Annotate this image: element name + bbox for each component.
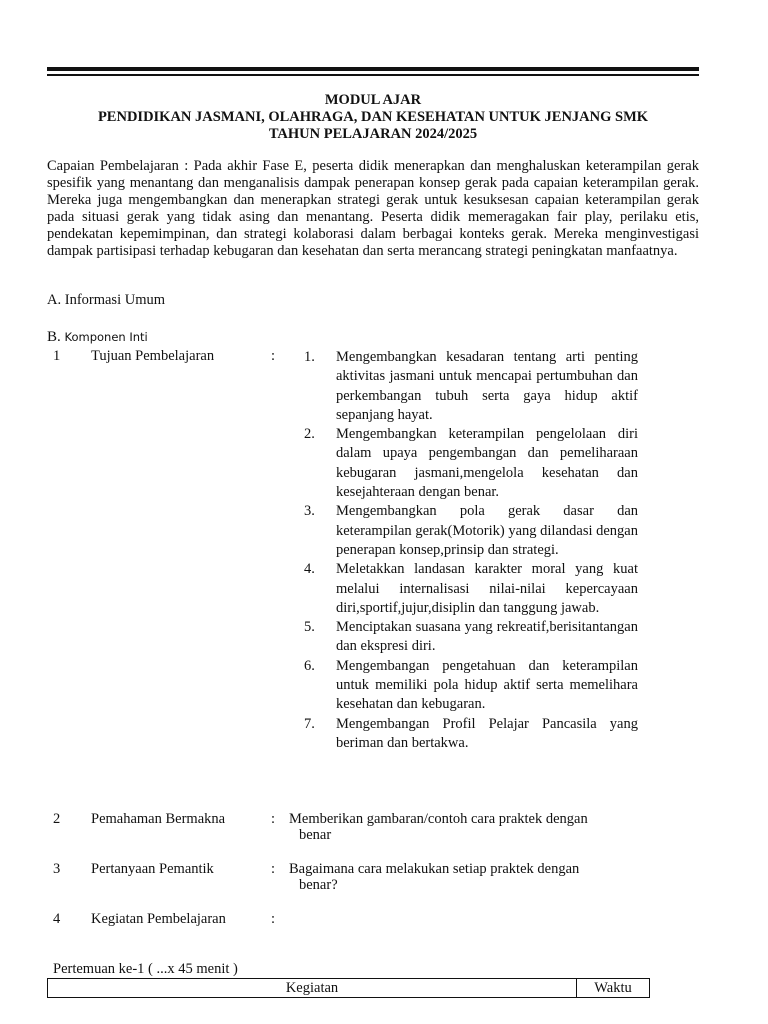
pertanyaan-value: [289, 861, 637, 893]
section-b-title: Komponen Inti: [64, 330, 148, 344]
list-item: 4. Meletakkan landasan karakter moral yang kuat melalui internalisasi nilai-nilai kepercayaan diri,sportif,jujur,disiplin dan tanggung jawab.: [304, 561, 638, 616]
row-number-1: 1: [53, 348, 61, 364]
table-header-kegiatan: Kegiatan: [48, 979, 577, 998]
pemahaman-line-1: Memberikan gambaran/contoh cara praktek dengan: [289, 811, 588, 827]
section-b-heading: [47, 329, 148, 346]
list-item: 3. Mengembangkan pola gerak dasar dan keterampilan gerak(Motorik) yang dilandasi dengan penerapan konsep,prinsip dan strategi.: [304, 503, 638, 558]
section-a-title: Informasi Umum: [64, 292, 166, 308]
table-header-row: [48, 979, 650, 998]
header-rule-thin: [47, 74, 699, 76]
colon-2: :: [271, 811, 276, 827]
section-a-prefix: A.: [47, 292, 62, 308]
section-b-prefix: B.: [47, 329, 61, 345]
pertanyaan-line-2: benar?: [299, 877, 338, 893]
row-number-2: 2: [53, 811, 61, 827]
list-item: 2. Mengembangkan keterampilan pengelolaan diri dalam upaya pengembangan dan pemeliharaan kebugaran jasmani,mengelola kesehatan dan kesejahteraan dengan benar.: [304, 426, 638, 501]
document-header: [47, 92, 699, 143]
pemahaman-label: Pemahaman Bermakna: [91, 811, 226, 827]
colon-4: :: [271, 911, 276, 927]
document-year: TAHUN PELAJARAN 2024/2025: [268, 126, 478, 142]
tujuan-label: Tujuan Pembelajaran: [91, 348, 215, 364]
list-item: 7. Mengembangan Profil Pelajar Pancasila yang beriman dan bertakwa.: [304, 715, 638, 751]
list-item: 6. Mengembangan pengetahuan dan keterampilan untuk memiliki pola hidup aktif serta memelihara kesehatan dan kebugaran.: [304, 657, 638, 713]
capaian-pembelajaran: Capaian Pembelajaran : Pada akhir Fase E, peserta didik menerapkan dan menghaluskan keterampilan gerak spesifik yang menantang dan menganalisis dampak penerapan konsep gerak pada capaian keterampilan gerak. Mereka juga mengembangkan dan menerapkan strategi gerak untuk kesuksesan capaian keterampilan gerak pada situasi gerak yang tidak asing dan menantang. Peserta didik memeragakan fair play, perilaku etis, pendekatan kepemimpinan, dan strategi kolaborasi dalam berbagai konteks gerak. Mereka menginvestigasi dampak partisipasi terhadap kebugaran dan kesehatan dan serta merancang strategi peningkatan manfaatnya.: [47, 158, 699, 259]
table-header-waktu: Waktu: [577, 979, 650, 998]
pertemuan-label: Pertemuan ke-1 ( ...x 45 menit ): [53, 961, 238, 977]
colon-3: :: [271, 861, 276, 877]
list-item: 1. Mengembangkan kesadaran tentang arti penting aktivitas jasmani untuk mencapai pertumbuhan dan perkembangan tubuh serta gaya hidup aktif sepanjang hayat.: [304, 349, 638, 423]
kegiatan-label: Kegiatan Pembelajaran: [91, 911, 226, 927]
colon-1: :: [271, 348, 276, 364]
tujuan-list: [304, 348, 638, 753]
pertanyaan-line-1: Bagaimana cara melakukan setiap praktek dengan: [289, 861, 580, 877]
pemahaman-value: [289, 811, 637, 843]
row-number-4: 4: [53, 911, 61, 927]
pemahaman-line-2: benar: [299, 827, 332, 843]
document-title: MODUL AJAR: [324, 92, 422, 108]
header-rule-thick: [47, 67, 699, 71]
kegiatan-table: [47, 978, 650, 998]
section-a-heading: [47, 292, 165, 309]
document-subtitle: PENDIDIKAN JASMANI, OLAHRAGA, DAN KESEHATAN UNTUK JENJANG SMK: [97, 109, 649, 125]
list-item: 5. Menciptakan suasana yang rekreatif,berisitantangan dan ekspresi diri.: [304, 619, 638, 655]
row-number-3: 3: [53, 861, 61, 877]
pertanyaan-label: Pertanyaan Pemantik: [91, 861, 214, 877]
